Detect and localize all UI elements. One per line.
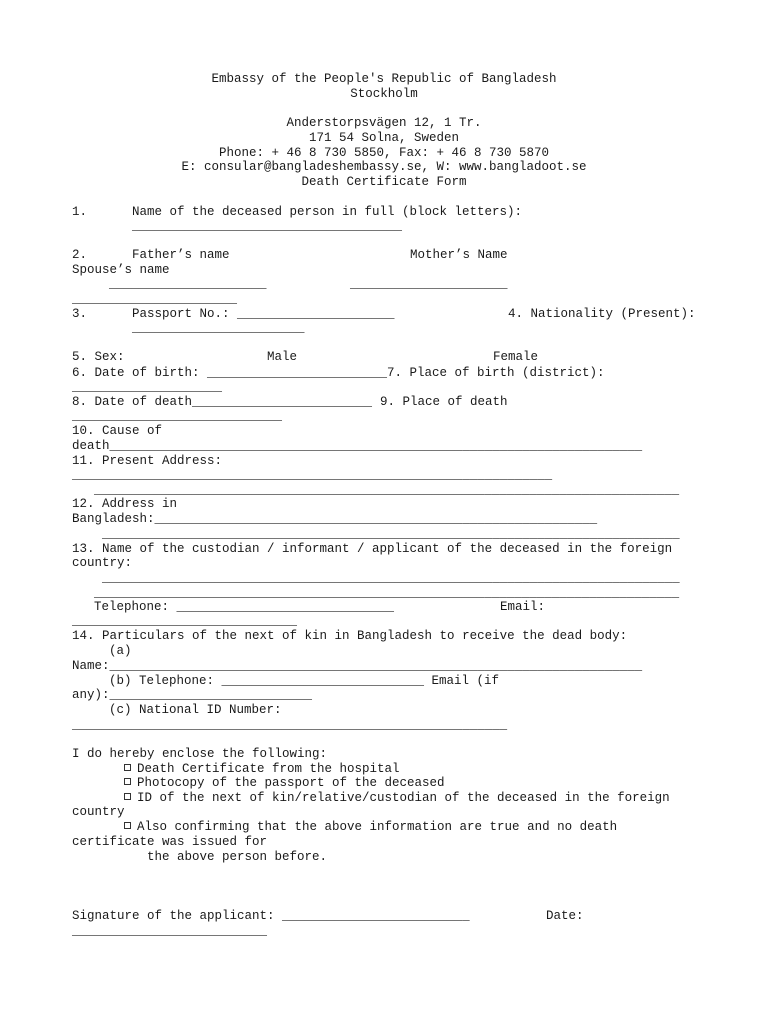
sex-option-female[interactable]: Female bbox=[493, 350, 539, 364]
email-web: E: consular@bangladeshembassy.se, W: www.bangladoot.se bbox=[181, 160, 587, 174]
cause-of-death-label: 10. Cause of bbox=[72, 424, 163, 438]
confirmation-text: Also confirming that the above information are true and no death bbox=[137, 820, 618, 834]
father-name-label: Father’s name bbox=[132, 248, 230, 262]
spouse-name-label: Spouse’s name bbox=[72, 263, 170, 277]
sex-label: 5. Sex: bbox=[72, 350, 125, 364]
mother-name-field[interactable]: _____________________ bbox=[350, 277, 508, 291]
deceased-name-field[interactable]: ____________________________________ bbox=[132, 219, 403, 233]
date-field[interactable]: __________________________ bbox=[72, 924, 268, 938]
place-of-birth-label: 7. Place of birth (district): bbox=[387, 366, 605, 380]
enclosure-item-label: Photocopy of the passport of the deceased bbox=[137, 776, 445, 790]
bangladesh-address-label: 12. Address in bbox=[72, 497, 178, 511]
enclosure-item-label: ID of the next of kin/relative/custodian of the deceased in the foreign bbox=[137, 791, 670, 805]
embassy-city: Stockholm bbox=[350, 87, 418, 101]
bangladesh-address-field-2[interactable]: _____________________________________________________________________________ bbox=[102, 527, 680, 541]
present-address-field-2[interactable]: ______________________________________________________________________________ bbox=[94, 483, 680, 497]
enclosures-intro: I do hereby enclose the following: bbox=[72, 747, 328, 761]
confirmation-text-cont: certificate was issued for bbox=[72, 835, 268, 849]
custodian-email-label: Email: bbox=[500, 600, 546, 614]
field-3-number: 3. bbox=[72, 307, 88, 321]
national-id-field[interactable]: __________________________________________________________ bbox=[72, 718, 508, 732]
enclosure-item bbox=[124, 791, 670, 806]
checkbox-icon[interactable] bbox=[124, 822, 131, 829]
present-address-field-1[interactable]: ________________________________________________________________ bbox=[72, 468, 553, 482]
enclosure-item bbox=[124, 776, 445, 791]
custodian-label: 13. Name of the custodian / informant / applicant of the deceased in the foreign bbox=[72, 542, 673, 556]
date-of-death-field[interactable]: 8. Date of death________________________ bbox=[72, 395, 373, 409]
custodian-label-cont: country: bbox=[72, 556, 133, 570]
mother-name-label: Mother’s Name bbox=[410, 248, 508, 262]
confirmation-text-cont-2: the above person before. bbox=[147, 850, 328, 864]
checkbox-icon[interactable] bbox=[124, 764, 131, 771]
confirmation-item bbox=[124, 820, 617, 835]
embassy-name: Embassy of the People's Republic of Bangladesh bbox=[211, 72, 557, 86]
present-address-label: 11. Present Address: bbox=[72, 454, 223, 468]
custodian-name-field-2[interactable]: ______________________________________________________________________________ bbox=[94, 586, 680, 600]
address-line-1: Anderstorpsvägen 12, 1 Tr. bbox=[286, 116, 482, 130]
date-label: Date: bbox=[546, 909, 584, 923]
next-of-kin-email-field[interactable]: any):___________________________ bbox=[72, 688, 313, 702]
custodian-name-field-1[interactable]: _____________________________________________________________________________ bbox=[102, 571, 680, 585]
sex-option-male[interactable]: Male bbox=[267, 350, 298, 364]
cause-of-death-field[interactable]: death_______________________________________________________________________ bbox=[72, 439, 643, 453]
enclosure-item-cont: country bbox=[72, 805, 125, 819]
place-of-birth-field[interactable]: ____________________ bbox=[72, 380, 223, 394]
field-1-number: 1. bbox=[72, 205, 88, 219]
field-2-number: 2. bbox=[72, 248, 88, 262]
custodian-telephone-field[interactable]: Telephone: _____________________________ bbox=[94, 600, 395, 614]
signature-field[interactable]: Signature of the applicant: _________________________ bbox=[72, 909, 470, 923]
passport-number-field[interactable]: Passport No.: _____________________ bbox=[132, 307, 395, 321]
phone-fax: Phone: + 46 8 730 5850, Fax: + 46 8 730 5870 bbox=[218, 146, 550, 160]
next-of-kin-label: 14. Particulars of the next of kin in Bangladesh to receive the dead body: bbox=[72, 629, 628, 643]
address-line-2: 171 54 Solna, Sweden bbox=[308, 131, 460, 145]
nationality-label: 4. Nationality (Present): bbox=[508, 307, 696, 321]
place-of-death-field[interactable]: ____________________________ bbox=[72, 409, 283, 423]
next-of-kin-a-label: (a) bbox=[109, 644, 132, 658]
bangladesh-address-field[interactable]: Bangladesh:___________________________________________________________ bbox=[72, 512, 598, 526]
father-name-field[interactable]: _____________________ bbox=[109, 277, 267, 291]
field-1-label: Name of the deceased person in full (block letters): bbox=[132, 205, 523, 219]
checkbox-icon[interactable] bbox=[124, 778, 131, 785]
next-of-kin-telephone-field[interactable]: (b) Telephone: ___________________________ Email (if bbox=[109, 674, 500, 688]
spouse-name-field[interactable]: ______________________ bbox=[72, 292, 238, 306]
next-of-kin-name-field[interactable]: Name:_______________________________________________________________________ bbox=[72, 659, 643, 673]
custodian-email-field[interactable]: ______________________________ bbox=[72, 614, 298, 628]
enclosure-item bbox=[124, 762, 400, 777]
place-of-death-label: 9. Place of death bbox=[380, 395, 508, 409]
form-title: Death Certificate Form bbox=[301, 175, 467, 189]
national-id-label: (c) National ID Number: bbox=[109, 703, 282, 717]
checkbox-icon[interactable] bbox=[124, 793, 131, 800]
enclosure-item-label: Death Certificate from the hospital bbox=[137, 762, 400, 776]
date-of-birth-field[interactable]: 6. Date of birth: ________________________ bbox=[72, 366, 388, 380]
nationality-field[interactable]: _______________________ bbox=[132, 321, 305, 335]
